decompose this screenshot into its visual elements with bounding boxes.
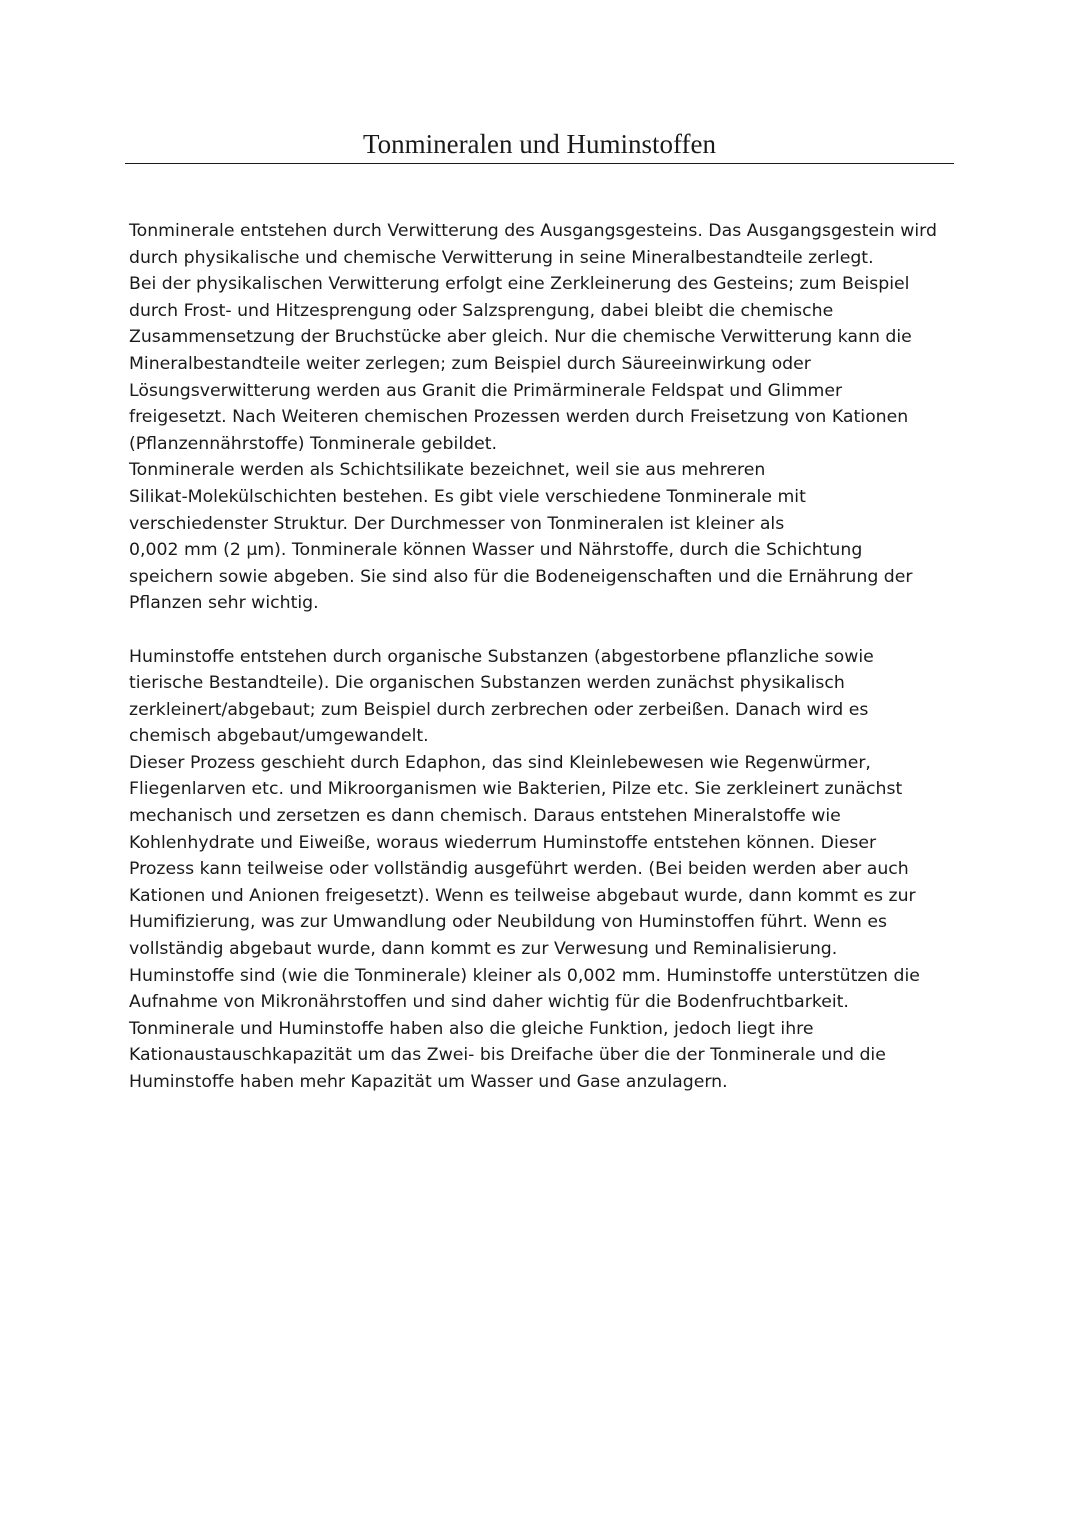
- text-line: zerkleinert/abgebaut; zum Beispiel durch zerbrechen oder zerbeißen. Danach wird es: [129, 699, 869, 720]
- text-line: 0,002 mm (2 µm). Tonminerale können Wasser und Nährstoffe, durch die Schichtung: [129, 540, 863, 561]
- text-line: Mineralbestandteile weiter zerlegen; zum Beispiel durch Säureeinwirkung oder: [129, 353, 811, 374]
- text-line: Silikat-Molekülschichten bestehen. Es gibt viele verschiedene Tonminerale mit: [129, 486, 806, 507]
- text-line: mechanisch und zersetzen es dann chemisch. Daraus entstehen Mineralstoffe wie: [129, 806, 841, 827]
- text-line: Kationen und Anionen freigesetzt). Wenn es teilweise abgebaut wurde, dann kommt es zur: [129, 885, 916, 906]
- text-line: Humifizierung, was zur Umwandlung oder Neubildung von Huminstoffen führt. Wenn es: [129, 912, 887, 933]
- text-line: durch physikalische und chemische Verwitterung in seine Mineralbestandteile zerlegt.: [129, 247, 874, 268]
- paragraph-tonminerale: [129, 218, 969, 617]
- text-line: verschiedenster Struktur. Der Durchmesser von Tonmineralen ist kleiner als: [129, 513, 785, 534]
- paragraph-huminstoffe: [129, 644, 969, 1096]
- text-line: Huminstoffe entstehen durch organische Substanzen (abgestorbene pflanzliche sowie: [129, 646, 874, 667]
- text-line: freigesetzt. Nach Weiteren chemischen Prozessen werden durch Freisetzung von Kationen: [129, 407, 909, 428]
- title-block: [125, 128, 954, 164]
- text-line: vollständig abgebaut wurde, dann kommt es zur Verwesung und Reminalisierung.: [129, 939, 838, 960]
- text-line: Bei der physikalischen Verwitterung erfolgt eine Zerkleinerung des Gesteins; zum Beispiel: [129, 274, 910, 295]
- text-line: Prozess kann teilweise oder vollständig ausgeführt werden. (Bei beiden werden aber auch: [129, 859, 909, 880]
- text-line: chemisch abgebaut/umgewandelt.: [129, 726, 429, 747]
- text-line: (Pflanzennährstoffe) Tonminerale gebildet.: [129, 433, 498, 454]
- text-line: Kohlenhydrate und Eiweiße, woraus wiederrum Huminstoffe entstehen können. Dieser: [129, 832, 877, 853]
- text-line: Huminstoffe sind (wie die Tonminerale) kleiner als 0,002 mm. Huminstoffe unterstützen die: [129, 965, 920, 986]
- text-line: Kationaustauschkapazität um das Zwei- bis Dreifache über die der Tonminerale und die: [129, 1045, 886, 1066]
- text-line: Zusammensetzung der Bruchstücke aber gleich. Nur die chemische Verwitterung kann die: [129, 327, 912, 348]
- text-line: Pflanzen sehr wichtig.: [129, 593, 319, 614]
- text-line: Tonminerale entstehen durch Verwitterung des Ausgangsgesteins. Das Ausgangsgestein wird: [129, 221, 937, 241]
- text-line: Tonminerale werden als Schichtsilikate bezeichnet, weil sie aus mehreren: [129, 460, 766, 481]
- paragraph-gap: [129, 617, 969, 644]
- text-line: tierische Bestandteile). Die organischen Substanzen werden zunächst physikalisch: [129, 673, 845, 694]
- page-title: Tonmineralen und Huminstoffen: [362, 129, 717, 159]
- text-line: speichern sowie abgeben. Sie sind also für die Bodeneigenschaften und die Ernährung der: [129, 566, 913, 587]
- text-line: Huminstoffe haben mehr Kapazität um Wasser und Gase anzulagern.: [129, 1072, 728, 1092]
- text-line: durch Frost- und Hitzesprengung oder Salzsprengung, dabei bleibt die chemische: [129, 300, 834, 321]
- document-body: [129, 218, 969, 1096]
- text-line: Tonminerale und Huminstoffe haben also die gleiche Funktion, jedoch liegt ihre: [129, 1018, 814, 1039]
- text-line: Dieser Prozess geschieht durch Edaphon, das sind Kleinlebewesen wie Regenwürmer,: [129, 752, 871, 773]
- text-line: Fliegenlarven etc. und Mikroorganismen wie Bakterien, Pilze etc. Sie zerkleinert zunächst: [129, 779, 903, 800]
- text-line: Aufnahme von Mikronährstoffen und sind daher wichtig für die Bodenfruchtbarkeit.: [129, 992, 849, 1013]
- text-line: Lösungsverwitterung werden aus Granit die Primärminerale Feldspat und Glimmer: [129, 380, 843, 401]
